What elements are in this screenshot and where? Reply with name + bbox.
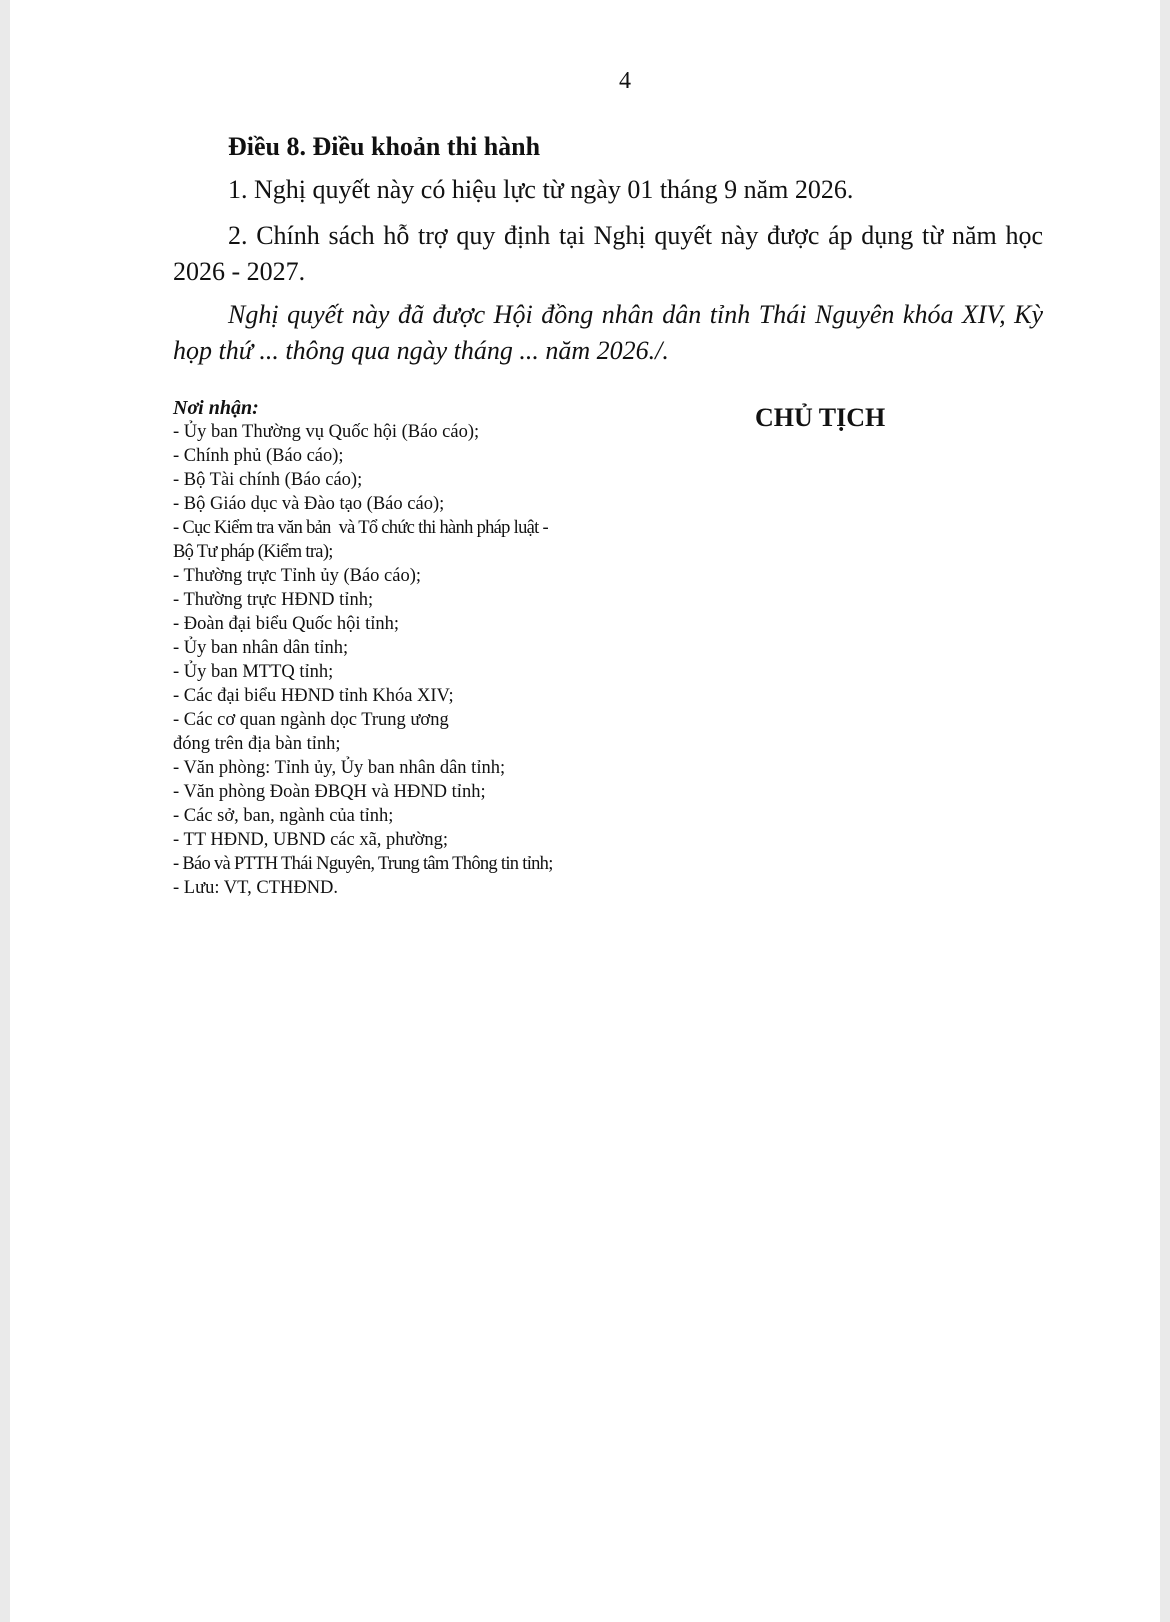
clause-1-text: 1. Nghị quyết này có hiệu lực từ ngày 01 tháng 9 năm 2026. xyxy=(228,175,854,204)
recipient-item: - Đoàn đại biểu Quốc hội tỉnh; xyxy=(173,614,400,634)
recipient-item: - Thường trực Tỉnh ủy (Báo cáo); xyxy=(173,566,422,586)
recipient-item: Bộ Tư pháp (Kiểm tra); xyxy=(173,542,333,562)
recipient-item: - Văn phòng Đoàn ĐBQH và HĐND tỉnh; xyxy=(173,782,486,802)
recipient-item: - Thường trực HĐND tỉnh; xyxy=(173,590,374,610)
recipient-item: - Các cơ quan ngành dọc Trung ương xyxy=(173,710,449,730)
recipient-list xyxy=(173,420,653,900)
recipient-item: - Chính phủ (Báo cáo); xyxy=(173,446,344,466)
recipient-item: - TT HĐND, UBND các xã, phường; xyxy=(173,830,448,850)
recipients-heading: Nơi nhận: xyxy=(173,397,259,419)
recipient-item: - Văn phòng: Tỉnh ủy, Ủy ban nhân dân tỉnh; xyxy=(173,758,506,778)
clause-1 xyxy=(173,172,1043,208)
recipient-item: - Báo và PTTH Thái Nguyên, Trung tâm Thông tin tỉnh; xyxy=(173,854,553,874)
clause-2 xyxy=(173,218,1043,290)
recipient-item: - Ủy ban Thường vụ Quốc hội (Báo cáo); xyxy=(173,422,480,442)
recipient-item: - Các sở, ban, ngành của tỉnh; xyxy=(173,806,394,826)
recipient-item: - Lưu: VT, CTHĐND. xyxy=(173,878,339,898)
clause-2-text: 2. Chính sách hỗ trợ quy định tại Nghị quyết này được áp dụng từ năm học 2026 - 2027. xyxy=(173,221,1043,286)
recipient-item: - Bộ Tài chính (Báo cáo); xyxy=(173,470,363,490)
recipients-block xyxy=(173,396,653,900)
recipient-item: - Bộ Giáo dục và Đào tạo (Báo cáo); xyxy=(173,494,445,514)
page-number: 4 xyxy=(619,68,631,94)
closing-statement-text: Nghị quyết này đã được Hội đồng nhân dân tỉnh Thái Nguyên khóa XIV, Kỳ họp thứ ... thông qua ngày tháng ... năm 2026./. xyxy=(173,300,1043,365)
signer-title: CHỦ TỊCH xyxy=(755,403,886,432)
recipient-item: - Ủy ban MTTQ tỉnh; xyxy=(173,662,334,682)
document-page xyxy=(10,0,1160,1622)
closing-statement xyxy=(173,297,1043,369)
article-title: Điều 8. Điều khoản thi hành xyxy=(228,132,541,161)
recipient-item: - Ủy ban nhân dân tỉnh; xyxy=(173,638,349,658)
recipient-item: đóng trên địa bàn tỉnh; xyxy=(173,734,341,754)
recipient-item: - Cục Kiểm tra văn bản và Tổ chức thi hành pháp luật - xyxy=(173,518,548,538)
recipient-item: - Các đại biểu HĐND tỉnh Khóa XIV; xyxy=(173,686,454,706)
